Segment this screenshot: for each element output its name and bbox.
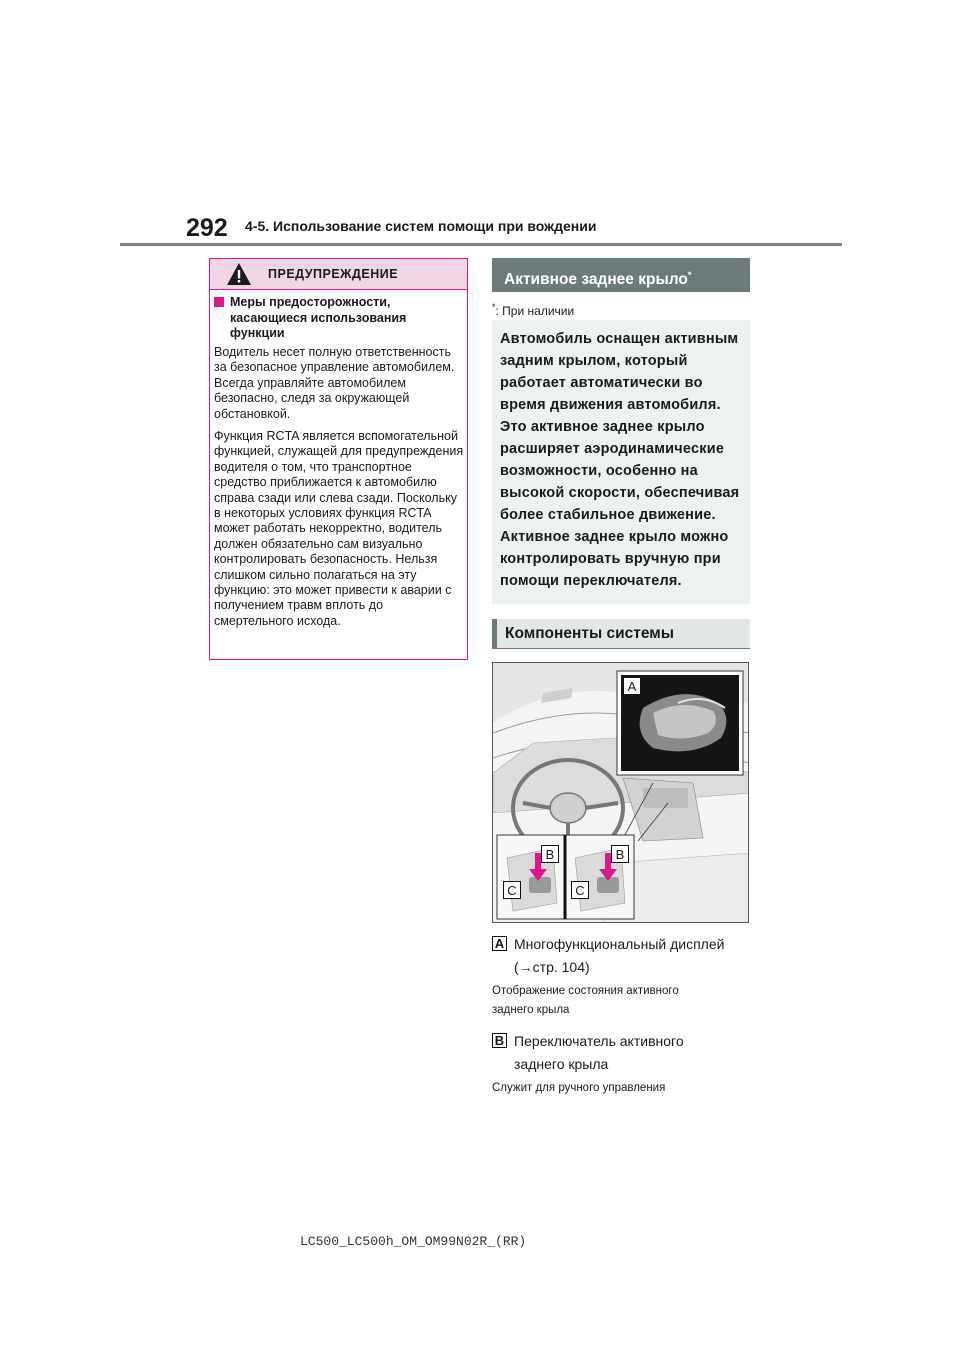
section-heading-active-wing: Активное заднее крыло* [492,258,750,292]
heading-asterisk: * [687,270,692,280]
item-a-title-line-2: (→стр. 104) [514,959,590,975]
item-a-desc-line-1: Отображение состояния активного [492,985,679,997]
figure-label-b-right: B [611,845,629,863]
warning-header [210,259,467,290]
warning-paragraph-2: Функция RCTA является вспомогательной функцией, служащей для предупреждения водителя о том, что транспортное средство приближается к автомобилю справа сзади или слева сзади. Поскольку в некоторых условиях функция RCTA может работать некорректно, водитель должен обязательно сам визуально контролировать безопасность. Нельзя слишком сильно полагаться на эту функцию: это может привести к аварии с получением травм вплоть до смертельного исхода. [214,429,464,628]
warning-title: ПРЕДУПРЕЖДЕНИЕ [268,267,399,281]
warning-triangle-icon [226,262,252,286]
warning-box [209,258,468,660]
intro-paragraph-2: Активное заднее крыло можно контролировать вручную при помощи переключателя. [500,529,729,589]
header-divider [120,243,842,246]
warning-paragraph-1: Водитель несет полную ответственность за безопасное управление автомобилем. Всегда управляйте автомобилем безопасно, следя за окружающей обстановкой. [214,345,455,421]
interior-illustration [492,662,749,923]
dashboard-drawing [493,663,749,923]
availability-footnote: *: При наличии [492,302,575,318]
section-title: 4-5. Использование систем помощи при вождении [245,218,597,234]
item-a-title-line-1: Многофункциональный дисплей [514,936,725,952]
section-heading-components: Компоненты системы [492,619,750,649]
intro-paragraph-1: Автомобиль оснащен активным задним крылом, который работает автоматически во время движения автомобиля. Это активное заднее крыло расширяет аэродинамические возможности, особенно на высокой скорости, обеспечивая более стабильное движение. [500,331,740,523]
document-code: LC500_LC500h_OM_OM99N02R_(RR) [300,1234,527,1249]
item-label-b: B [492,1033,507,1048]
item-b-desc-line-1: Служит для ручного управления [492,1082,666,1094]
item-label-a: A [492,936,507,951]
item-b-title-line-2: заднего крыла [514,1056,609,1072]
intro-box [492,320,750,604]
square-bullet-icon [214,297,224,307]
item-b-title-line-1: Переключатель активного [514,1033,684,1049]
figure-label-b-left: B [541,845,559,863]
page-number: 292 [186,214,228,242]
item-a-desc-line-2: заднего крыла [492,1004,570,1016]
figure-label-a: A [623,677,641,695]
figure-label-c-left: C [503,881,521,899]
warning-subtitle: Меры предосторожности, касающиеся использования функции [214,295,464,342]
figure-label-c-right: C [571,881,589,899]
